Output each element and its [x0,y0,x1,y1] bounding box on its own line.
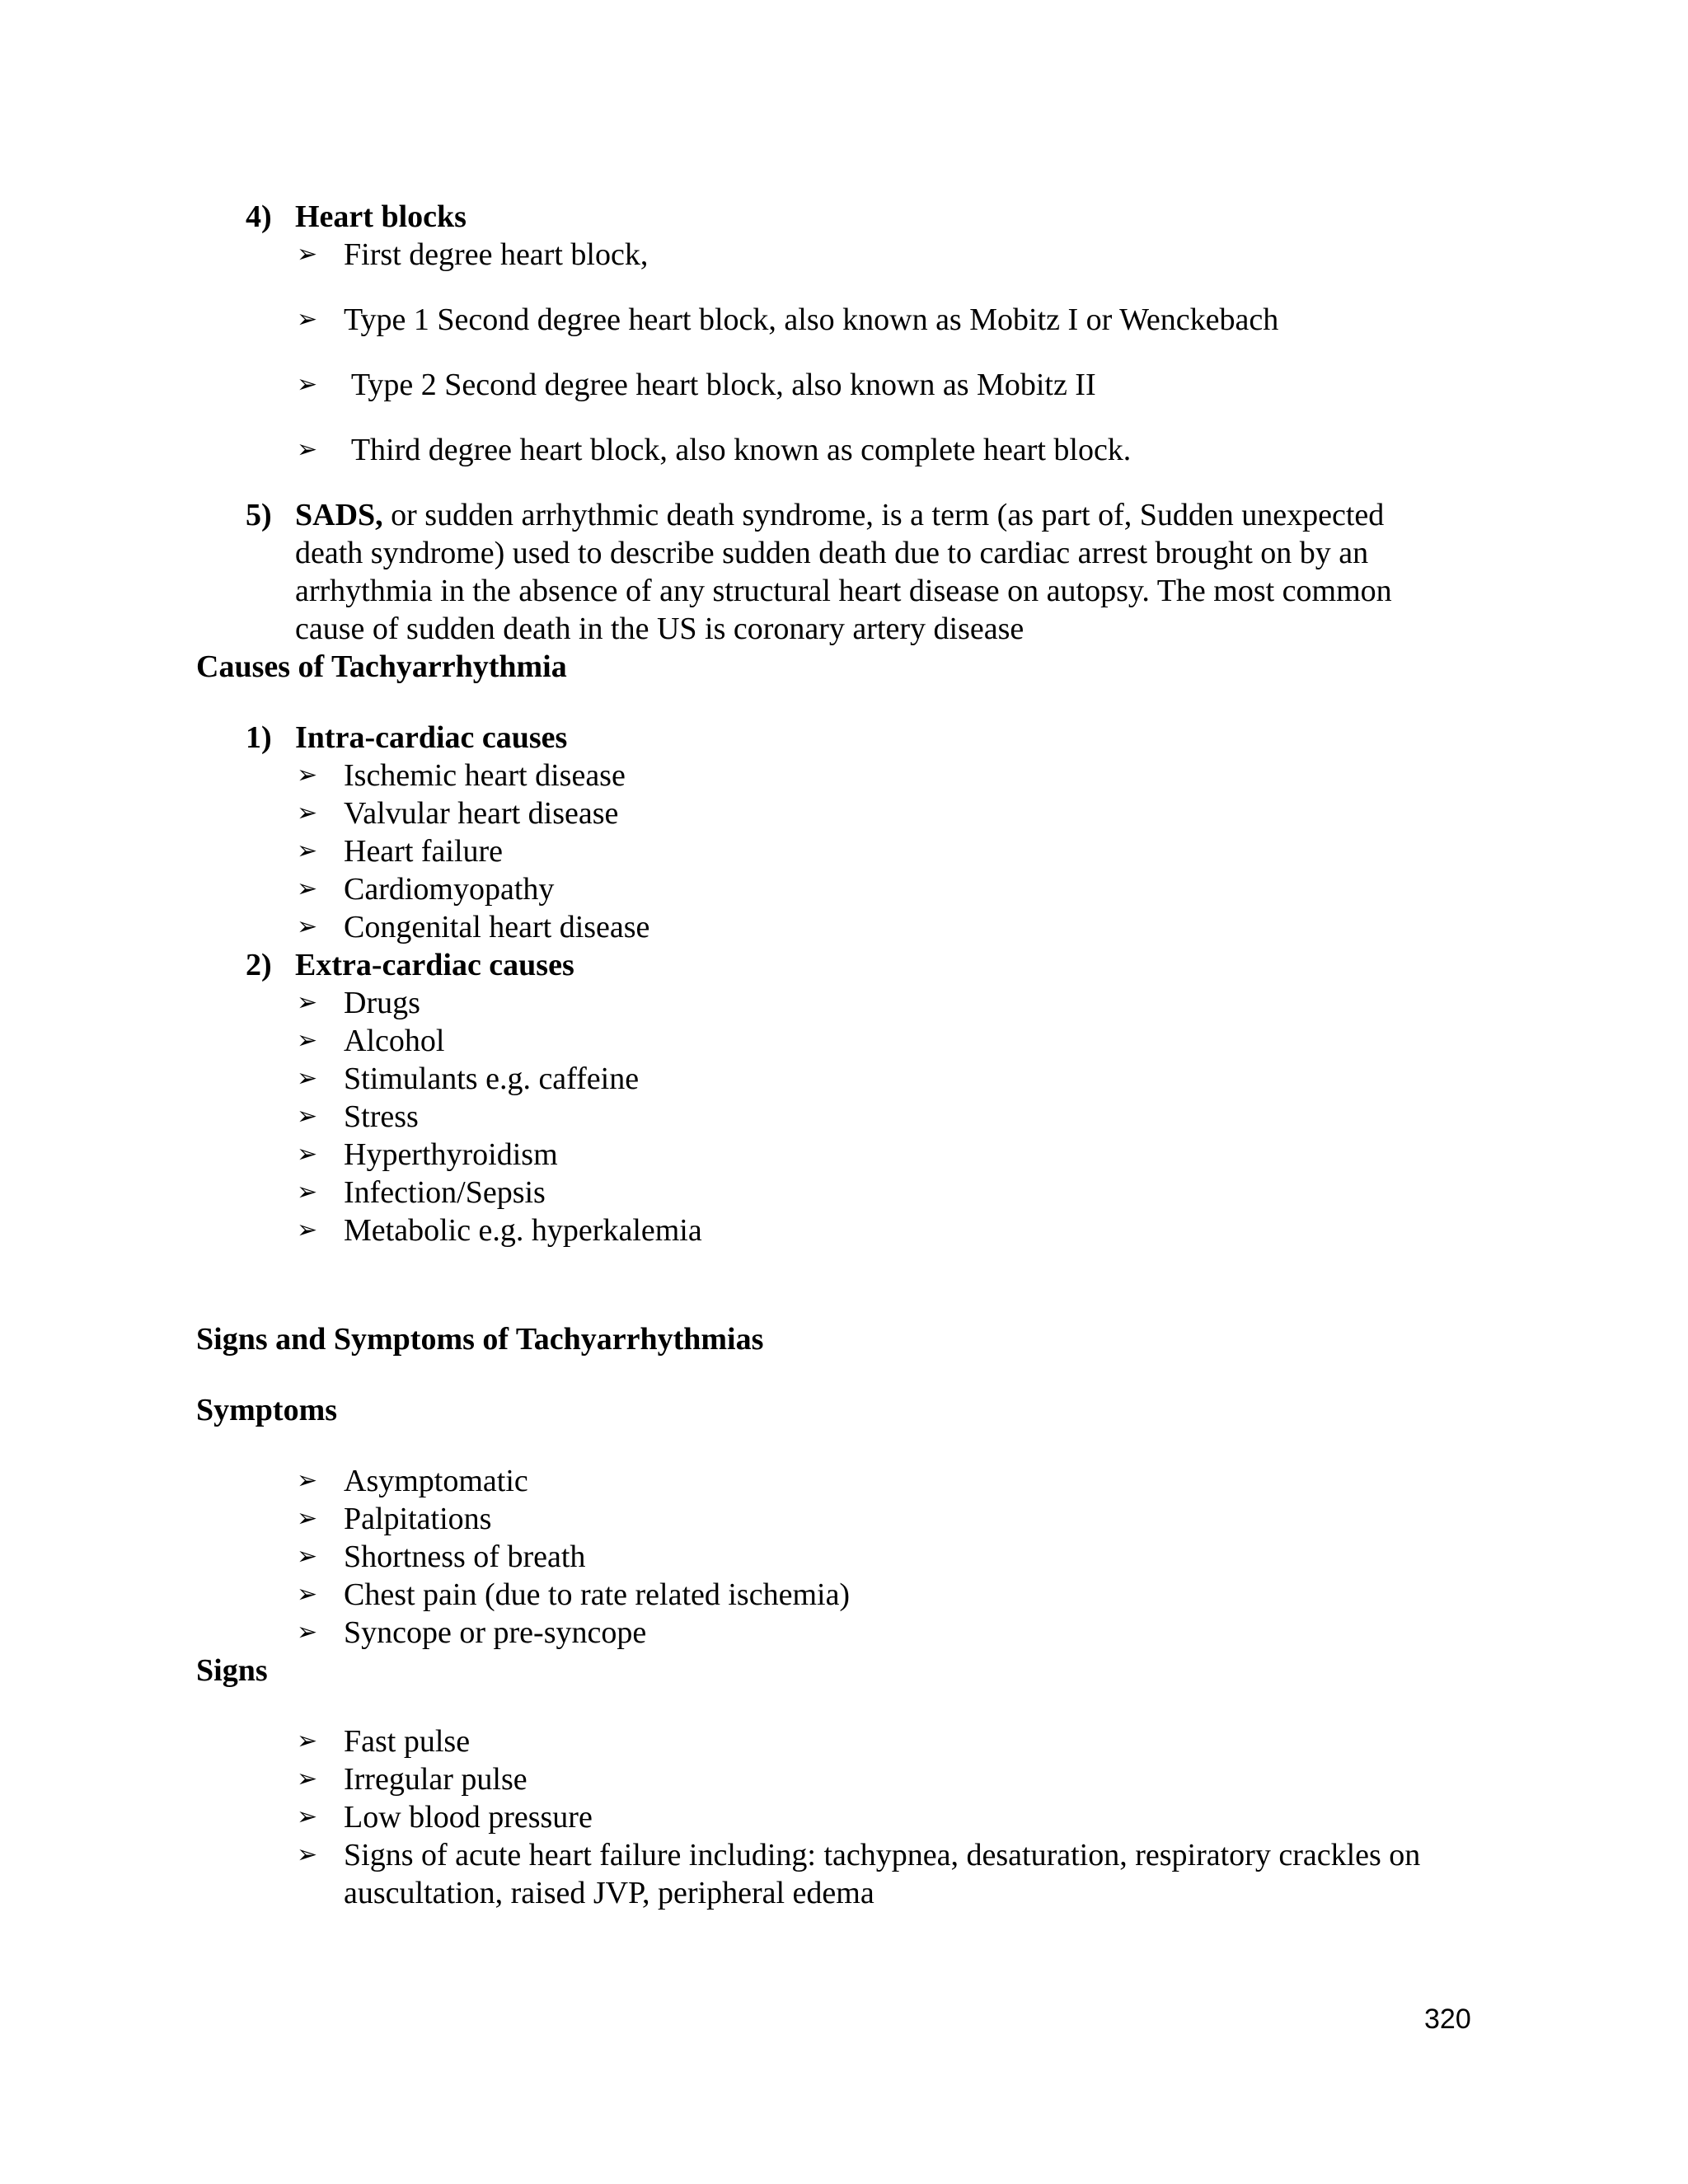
arrowhead-bullet-icon: ➢ [297,761,318,790]
arrowhead-bullet-icon: ➢ [297,1802,318,1831]
list-item: Signs of acute heart failure including: tachypnea, desaturation, respiratory crackles on [344,1838,1421,1872]
list-item-continuation: auscultation, raised JVP, peripheral edema [344,1876,874,1910]
list-heading: Heart blocks [295,199,467,234]
arrowhead-bullet-icon: ➢ [297,370,318,399]
arrowhead-bullet-icon: ➢ [297,1216,318,1244]
arrowhead-bullet-icon: ➢ [297,799,318,827]
arrowhead-bullet-icon: ➢ [297,1140,318,1169]
list-item: Alcohol [344,1024,445,1058]
arrowhead-bullet-icon: ➢ [297,1618,318,1647]
list-heading: Intra-cardiac causes [295,720,568,755]
arrowhead-bullet-icon: ➢ [297,912,318,941]
list-item: Syncope or pre-syncope [344,1615,647,1650]
arrowhead-bullet-icon: ➢ [297,1064,318,1093]
list-number: 1) [246,720,272,755]
sads-term: SADS, [295,498,383,532]
list-item: Ischemic heart disease [344,758,626,793]
list-item: Stimulants e.g. caffeine [344,1062,640,1096]
subsection-heading: Signs [196,1653,268,1688]
list-item: Valvular heart disease [344,796,619,831]
list-item: Congenital heart disease [344,910,650,944]
arrowhead-bullet-icon: ➢ [297,1178,318,1207]
list-item: Hyperthyroidism [344,1137,558,1172]
arrowhead-bullet-icon: ➢ [297,240,318,269]
list-heading: Extra-cardiac causes [295,948,574,982]
arrowhead-bullet-icon: ➢ [297,435,318,464]
list-item: Drugs [344,986,420,1020]
sads-text: or sudden arrhythmic death syndrome, is a term (as part of, Sudden unexpected [382,498,1385,532]
list-number: 5) [246,498,272,532]
arrowhead-bullet-icon: ➢ [297,837,318,865]
list-item: Stress [344,1099,419,1134]
page-number: 320 [1424,2004,1471,2035]
arrowhead-bullet-icon: ➢ [297,988,318,1017]
arrowhead-bullet-icon: ➢ [297,1765,318,1793]
list-item: Type 1 Second degree heart block, also known as Mobitz I or Wenckebach [344,302,1279,337]
section-heading: Signs and Symptoms of Tachyarrhythmias [196,1322,764,1357]
arrowhead-bullet-icon: ➢ [297,874,318,903]
arrowhead-bullet-icon: ➢ [297,1727,318,1755]
arrowhead-bullet-icon: ➢ [297,1504,318,1533]
list-number: 4) [246,199,272,234]
list-item: Cardiomyopathy [344,872,555,907]
list-item: Metabolic e.g. hyperkalemia [344,1213,702,1248]
paragraph-line [295,496,1384,534]
paragraph-line: cause of sudden death in the US is coronary artery disease [295,612,1025,646]
list-item: Fast pulse [344,1724,471,1759]
arrowhead-bullet-icon: ➢ [297,1580,318,1609]
section-heading: Causes of Tachyarrhythmia [196,649,567,684]
list-item: Infection/Sepsis [344,1175,546,1210]
paragraph-line: arrhythmia in the absence of any structural heart disease on autopsy. The most common [295,574,1392,608]
list-item: Asymptomatic [344,1464,528,1498]
arrowhead-bullet-icon: ➢ [297,1840,318,1869]
arrowhead-bullet-icon: ➢ [297,305,318,334]
subsection-heading: Symptoms [196,1393,338,1427]
paragraph-line: death syndrome) used to describe sudden death due to cardiac arrest brought on by an [295,536,1369,570]
list-item: Palpitations [344,1502,492,1536]
arrowhead-bullet-icon: ➢ [297,1466,318,1495]
list-item: Chest pain (due to rate related ischemia) [344,1577,851,1612]
arrowhead-bullet-icon: ➢ [297,1102,318,1131]
list-number: 2) [246,948,272,982]
list-item: Irregular pulse [344,1762,528,1797]
list-item: First degree heart block, [344,237,649,272]
list-item: Third degree heart block, also known as complete heart block. [344,433,1132,467]
arrowhead-bullet-icon: ➢ [297,1026,318,1055]
list-item: Type 2 Second degree heart block, also known as Mobitz II [344,368,1096,402]
list-item: Shortness of breath [344,1540,586,1574]
list-item: Heart failure [344,834,504,869]
arrowhead-bullet-icon: ➢ [297,1542,318,1571]
list-item: Low blood pressure [344,1800,593,1835]
